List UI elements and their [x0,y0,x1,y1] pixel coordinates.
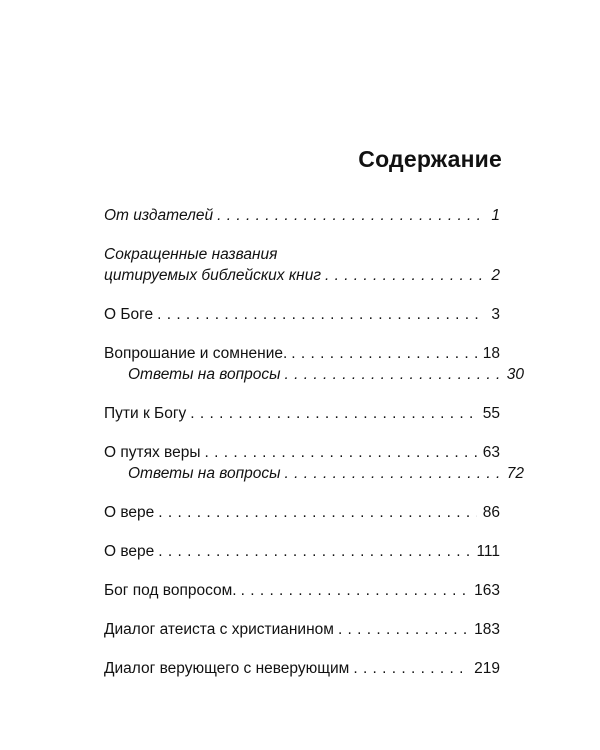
toc-leader-dots [205,442,477,463]
toc-leader-dots [338,619,468,640]
toc-entry [104,403,500,424]
toc-leader-dots [190,403,477,424]
toc-entry [104,343,524,385]
toc-page-number: 18 [482,345,500,362]
toc-entry-title: Сокращенные названия [104,246,278,263]
toc-leader-dots [241,580,469,601]
toc-entry-title: О путях веры [104,444,201,461]
toc-entry-title: Вопрошание и сомнение. [104,345,288,362]
toc-page-number: 3 [491,306,500,323]
toc-entry [104,541,500,562]
toc-entry [104,619,500,640]
toc-entry [104,502,500,523]
toc-subentry-title: Ответы на вопросы [128,366,281,383]
toc-entry [104,580,500,601]
toc-page-number: 30 [506,366,524,383]
toc-leader-dots [353,658,468,679]
toc-page-number: 86 [482,504,500,521]
toc-page-number: 111 [476,543,500,560]
toc-page-number: 72 [506,465,524,482]
toc-entry [104,658,500,679]
toc-page-number: 163 [474,582,500,599]
toc-page-number: 2 [491,267,500,284]
toc-entry-title: От издателей [104,207,214,224]
toc-page-number: 219 [474,660,500,677]
toc-leader-dots [291,343,476,364]
page-title: Содержание [358,146,502,172]
toc-leader-dots [158,541,470,562]
toc-entry-title: О вере [104,543,155,560]
toc-leader-dots [158,502,476,523]
toc-entry [104,304,500,325]
toc-entry-title: Пути к Богу [104,405,187,422]
toc-entry-title-continued: цитируемых библейских книг [104,267,321,284]
toc-page-number: 63 [482,444,500,461]
toc-leader-dots [285,364,501,385]
toc-leader-dots [217,205,485,226]
toc-entry-title: О вере [104,504,155,521]
toc-entry-title: Диалог верующего с неверующим [104,660,350,677]
toc-page-number: 55 [482,405,500,422]
toc-entry-title: Диалог атеиста с христианином [104,621,334,638]
toc-page-number: 1 [491,207,500,224]
toc-page-number: 183 [474,621,500,638]
toc-entry [104,244,500,286]
toc-leader-dots [157,304,485,325]
toc-entry [104,205,500,226]
toc-subentry-title: Ответы на вопросы [128,465,281,482]
toc-leader-dots [325,265,485,286]
table-of-contents [104,205,524,697]
toc-entry-title: О Боге [104,306,154,323]
toc-entry [104,442,524,484]
toc-entry-title: Бог под вопросом. [104,582,237,599]
toc-leader-dots [285,463,501,484]
